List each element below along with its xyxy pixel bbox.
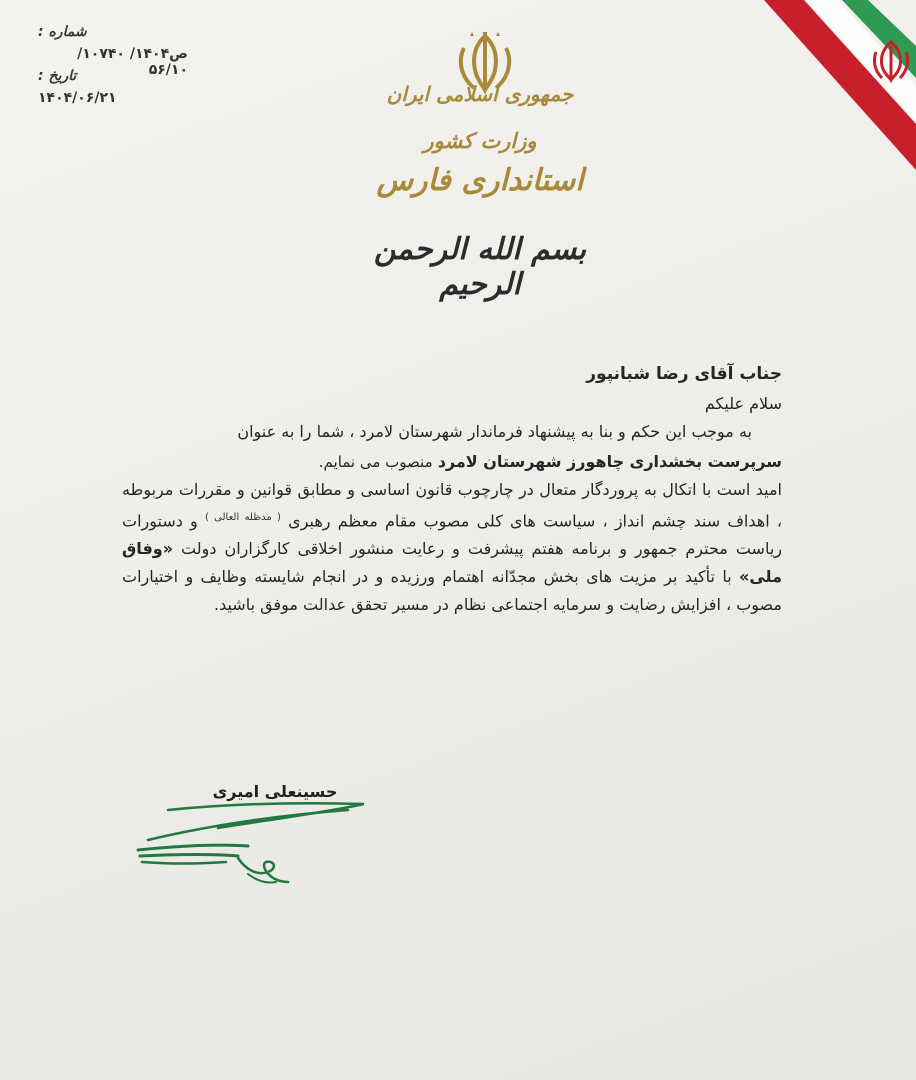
leader-honorific: ( مدظله العالی ) <box>204 512 281 523</box>
flag-stripes-decoration <box>656 0 916 200</box>
date-label: تاریخ : <box>38 68 77 84</box>
signer-name: حسینعلی امیری <box>212 782 338 801</box>
number-value: ص۱۴۰۴/ ۱۰۷۴۰/ ۵۶/۱۰ <box>77 46 188 78</box>
number-label: شماره : <box>38 24 87 40</box>
paragraph-2-part-2: و دستورات ریاست محترم جمهور و برنامه هفتم پیشرفت و رعایت منشور اخلاقی کارگزاران دولت <box>122 511 782 559</box>
letterhead-republic: جمهوری اسلامی ایران <box>386 82 574 106</box>
appointment-title: سرپرست بخشداری چاهورز شهرستان لامرد <box>437 452 782 471</box>
corner-emblem-icon <box>870 38 912 84</box>
letter-body <box>122 360 782 619</box>
paragraph-2-part-3: با تأکید بر مزیت های بخش مجدّانه اهتمام ورزیده و در انجام شایسته وظایف و اختیارات مصوب ، افزایش رضایت و سرمایه اجتماعی نظام در مسیر تحقق عدالت موفق باشید. <box>122 567 782 615</box>
paragraph-1: به موجب این حکم و بنا به پیشنهاد فرماندار شهرستان لامرد ، شما را به عنوان <box>237 422 752 441</box>
basmala: بسم الله الرحمن الرحیم <box>373 232 587 302</box>
date-value-row <box>38 90 188 112</box>
appointment-line <box>122 448 782 476</box>
signature-icon <box>128 798 378 908</box>
appointment-rest: منصوب می نمایم. <box>318 453 433 471</box>
letterhead-governorate: استانداری فارس <box>376 163 584 198</box>
number-row <box>38 24 188 46</box>
recipient: جناب آقای رضا شبانپور <box>586 364 782 384</box>
letterhead <box>330 80 630 198</box>
paragraph-2 <box>122 476 782 619</box>
vefagh-meli: «وفاق ملی» <box>122 539 782 587</box>
letter-meta <box>38 24 188 112</box>
date-value: ۱۴۰۴/۰۶/۲۱ <box>38 90 117 106</box>
paragraph-2-part-1: امید است با اتکال به پروردگار متعال در چارچوب قانون اساسی و مطابق قوانین و مقررات مربوطه ، اهداف سند چشم انداز ، سیاست های کلی مصوب مقام معظم رهبری <box>122 480 782 531</box>
letterhead-ministry: وزارت کشور <box>423 128 537 153</box>
salutation: سلام علیکم <box>704 394 782 413</box>
